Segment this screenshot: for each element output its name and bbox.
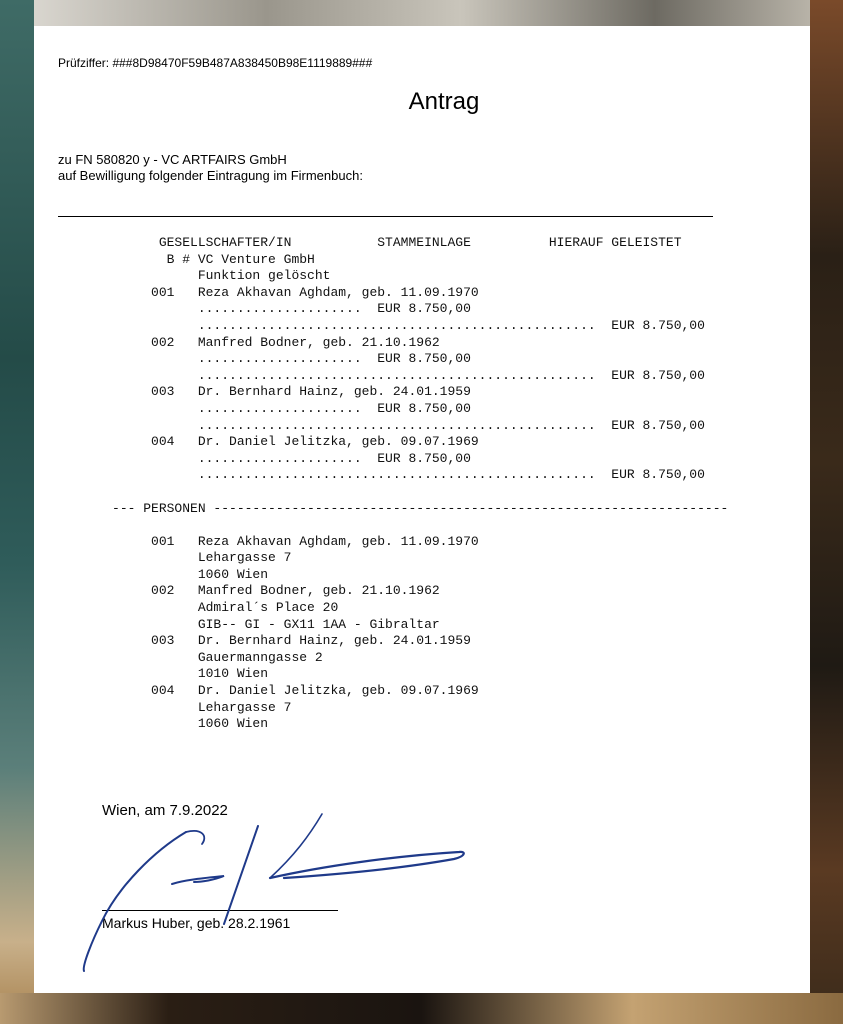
handwritten-signature — [74, 806, 494, 976]
checksum-line: Prüfziffer: ###8D98470F59B487A838450B98E1119889### — [58, 56, 373, 70]
background-top-strip — [34, 0, 810, 26]
signer-name: Markus Huber, geb. 28.2.1961 — [102, 915, 291, 931]
intro-line-1: zu FN 580820 y - VC ARTFAIRS GmbH — [58, 152, 287, 167]
document-page — [34, 26, 810, 993]
background-right-strip — [810, 0, 843, 1024]
horizontal-rule — [58, 216, 713, 217]
document-title: Antrag — [408, 88, 480, 115]
register-entries: GESELLSCHAFTER/IN STAMMEINLAGE HIERAUF GELEISTET B # VC Venture GmbH Funktion gelöscht 001 Reza Akhavan Aghdam, geb. 11.09.1970 ..................... EUR 8.750,00 ................................................... EUR 8.750,00 002 Manfred Bodner, geb. 21.10.1962 ..................... EUR 8.750,00 ................................................... EUR 8.750,00 003 Dr. Bernhard Hainz, geb. 24.01.1959 ..................... EUR 8.750,00 ................................................... EUR 8.750,00 004 Dr. Daniel Jelitzka, geb. 09.07.1969 ..................... EUR 8.750,00 ................................................... EUR 8.750,00 --- PERSONEN ------------------------------------------------------------------ 001 Reza Akhavan Aghdam, geb. 11.09.1970 Lehargasse 7 1060 Wien 002 Manfred Bodner, geb. 21.10.1962 Admiral´s Place 20 GIB-- GI - GX11 1AA - Gibraltar 003 Dr. Bernhard Hainz, geb. 24.01.1959 Gauermanngasse 2 1010 Wien 004 Dr. Daniel Jelitzka, geb. 09.07.1969 Lehargasse 7 1060 Wien — [112, 235, 729, 732]
background-bottom-strip — [0, 993, 843, 1024]
place-date: Wien, am 7.9.2022 — [102, 802, 228, 819]
intro-line-2: auf Bewilligung folgender Eintragung im Firmenbuch: — [58, 168, 363, 183]
background-left-strip — [0, 0, 34, 1024]
intro-text — [58, 152, 363, 184]
